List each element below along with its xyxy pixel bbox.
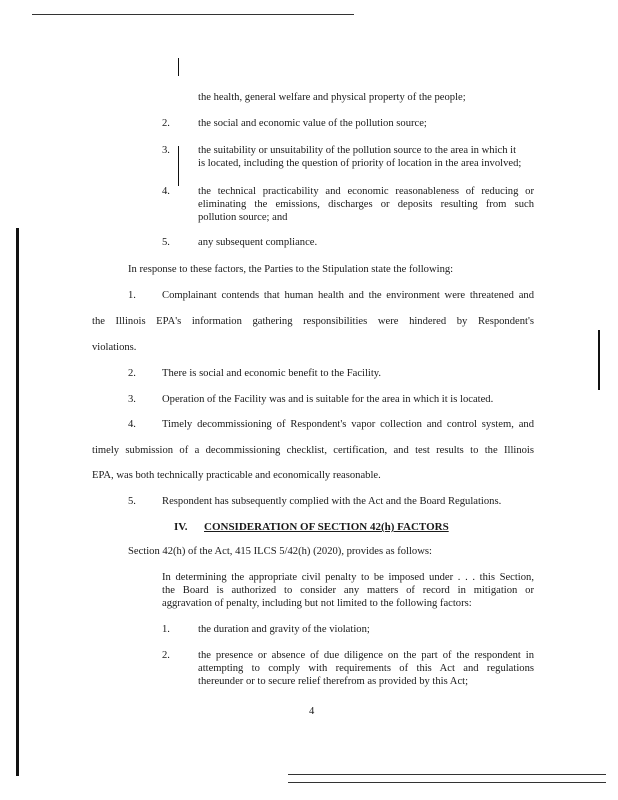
section-heading-title bbox=[204, 521, 449, 533]
response-1-line-3: violations. bbox=[92, 342, 137, 353]
bottom-rule bbox=[288, 774, 606, 775]
section-heading-num: IV. bbox=[174, 521, 188, 533]
list-a-item-3-line-1: the suitability or unsuitability of the pollution source to the area in which it bbox=[198, 145, 517, 156]
response-3-line-1: Operation of the Facility was and is suitable for the area in which it is located. bbox=[162, 394, 494, 405]
quote-line-1: In determining the appropriate civil penalty to be imposed under . . . this Section, bbox=[162, 572, 534, 583]
response-4-line-2: timely submission of a decommissioning checklist, certification, and test results to the Illinois bbox=[92, 445, 534, 456]
response-1-line-2: the Illinois EPA's information gathering responsibilities were hindered by Respondent's bbox=[92, 316, 534, 327]
list-b-item-2-line-2: attempting to comply with requirements of this Act and regulations bbox=[198, 663, 534, 674]
bottom-rule-2 bbox=[288, 782, 606, 783]
list-b-item-1-num: 1. bbox=[162, 624, 170, 635]
response-3-num: 3. bbox=[128, 394, 136, 405]
margin-tick-1 bbox=[178, 58, 179, 76]
list-a-item-5-text: any subsequent compliance. bbox=[198, 237, 318, 248]
response-5-line-1: Respondent has subsequently complied with the Act and the Board Regulations. bbox=[162, 496, 502, 507]
list-a-item-3-line-2: is located, including the question of priority of location in the area involved; bbox=[198, 158, 522, 169]
list-a-item-5-num: 5. bbox=[162, 237, 170, 248]
margin-tick-2 bbox=[178, 146, 179, 186]
list-b-item-1-line-1: the duration and gravity of the violation; bbox=[198, 624, 370, 635]
right-scan-bar bbox=[598, 330, 600, 390]
list-a-item-2-num: 2. bbox=[162, 118, 170, 129]
list-b-item-2-num: 2. bbox=[162, 650, 170, 661]
list-b-item-2-line-3: thereunder or to secure relief therefrom as provided by this Act; bbox=[198, 676, 469, 687]
response-2-num: 2. bbox=[128, 368, 136, 379]
quote-line-2: the Board is authorized to consider any matters of record in mitigation or bbox=[162, 585, 534, 596]
list-a-item-4-line-2: eliminating the emissions, discharges or deposits resulting from such bbox=[198, 199, 534, 210]
list-a-item-3-num: 3. bbox=[162, 145, 170, 156]
quote-line-3: aggravation of penalty, including but not limited to the following factors: bbox=[162, 598, 472, 609]
response-4-num: 4. bbox=[128, 419, 136, 430]
list-a-item-4-num: 4. bbox=[162, 186, 170, 197]
response-2-line-1: There is social and economic benefit to the Facility. bbox=[162, 368, 382, 379]
response-1-num: 1. bbox=[128, 290, 136, 301]
top-rule bbox=[32, 14, 354, 15]
response-4-line-3: EPA, was both technically practicable and economically reasonable. bbox=[92, 470, 381, 481]
section-intro: Section 42(h) of the Act, 415 ILCS 5/42(h) (2020), provides as follows: bbox=[128, 546, 432, 557]
response-intro: In response to these factors, the Parties to the Stipulation state the following: bbox=[128, 264, 454, 275]
list-a-item-1-text: the health, general welfare and physical property of the people; bbox=[198, 92, 466, 103]
response-5-num: 5. bbox=[128, 496, 136, 507]
list-a-item-4-line-1: the technical practicability and economic reasonableness of reducing or bbox=[198, 186, 534, 197]
response-4-line-1: Timely decommissioning of Respondent's vapor collection and control system, and bbox=[162, 419, 534, 430]
list-a-item-2-text: the social and economic value of the pollution source; bbox=[198, 118, 427, 129]
section-heading-title-text: CONSIDERATION OF SECTION 42(h) FACTORS bbox=[204, 521, 449, 533]
left-scan-bar bbox=[16, 228, 19, 776]
response-1-line-1: Complainant contends that human health and the environment were threatened and bbox=[162, 290, 534, 301]
page-number: 4 bbox=[309, 706, 315, 717]
list-b-item-2-line-1: the presence or absence of due diligence on the part of the respondent in bbox=[198, 650, 534, 661]
list-a-item-4-line-3: pollution source; and bbox=[198, 212, 288, 223]
